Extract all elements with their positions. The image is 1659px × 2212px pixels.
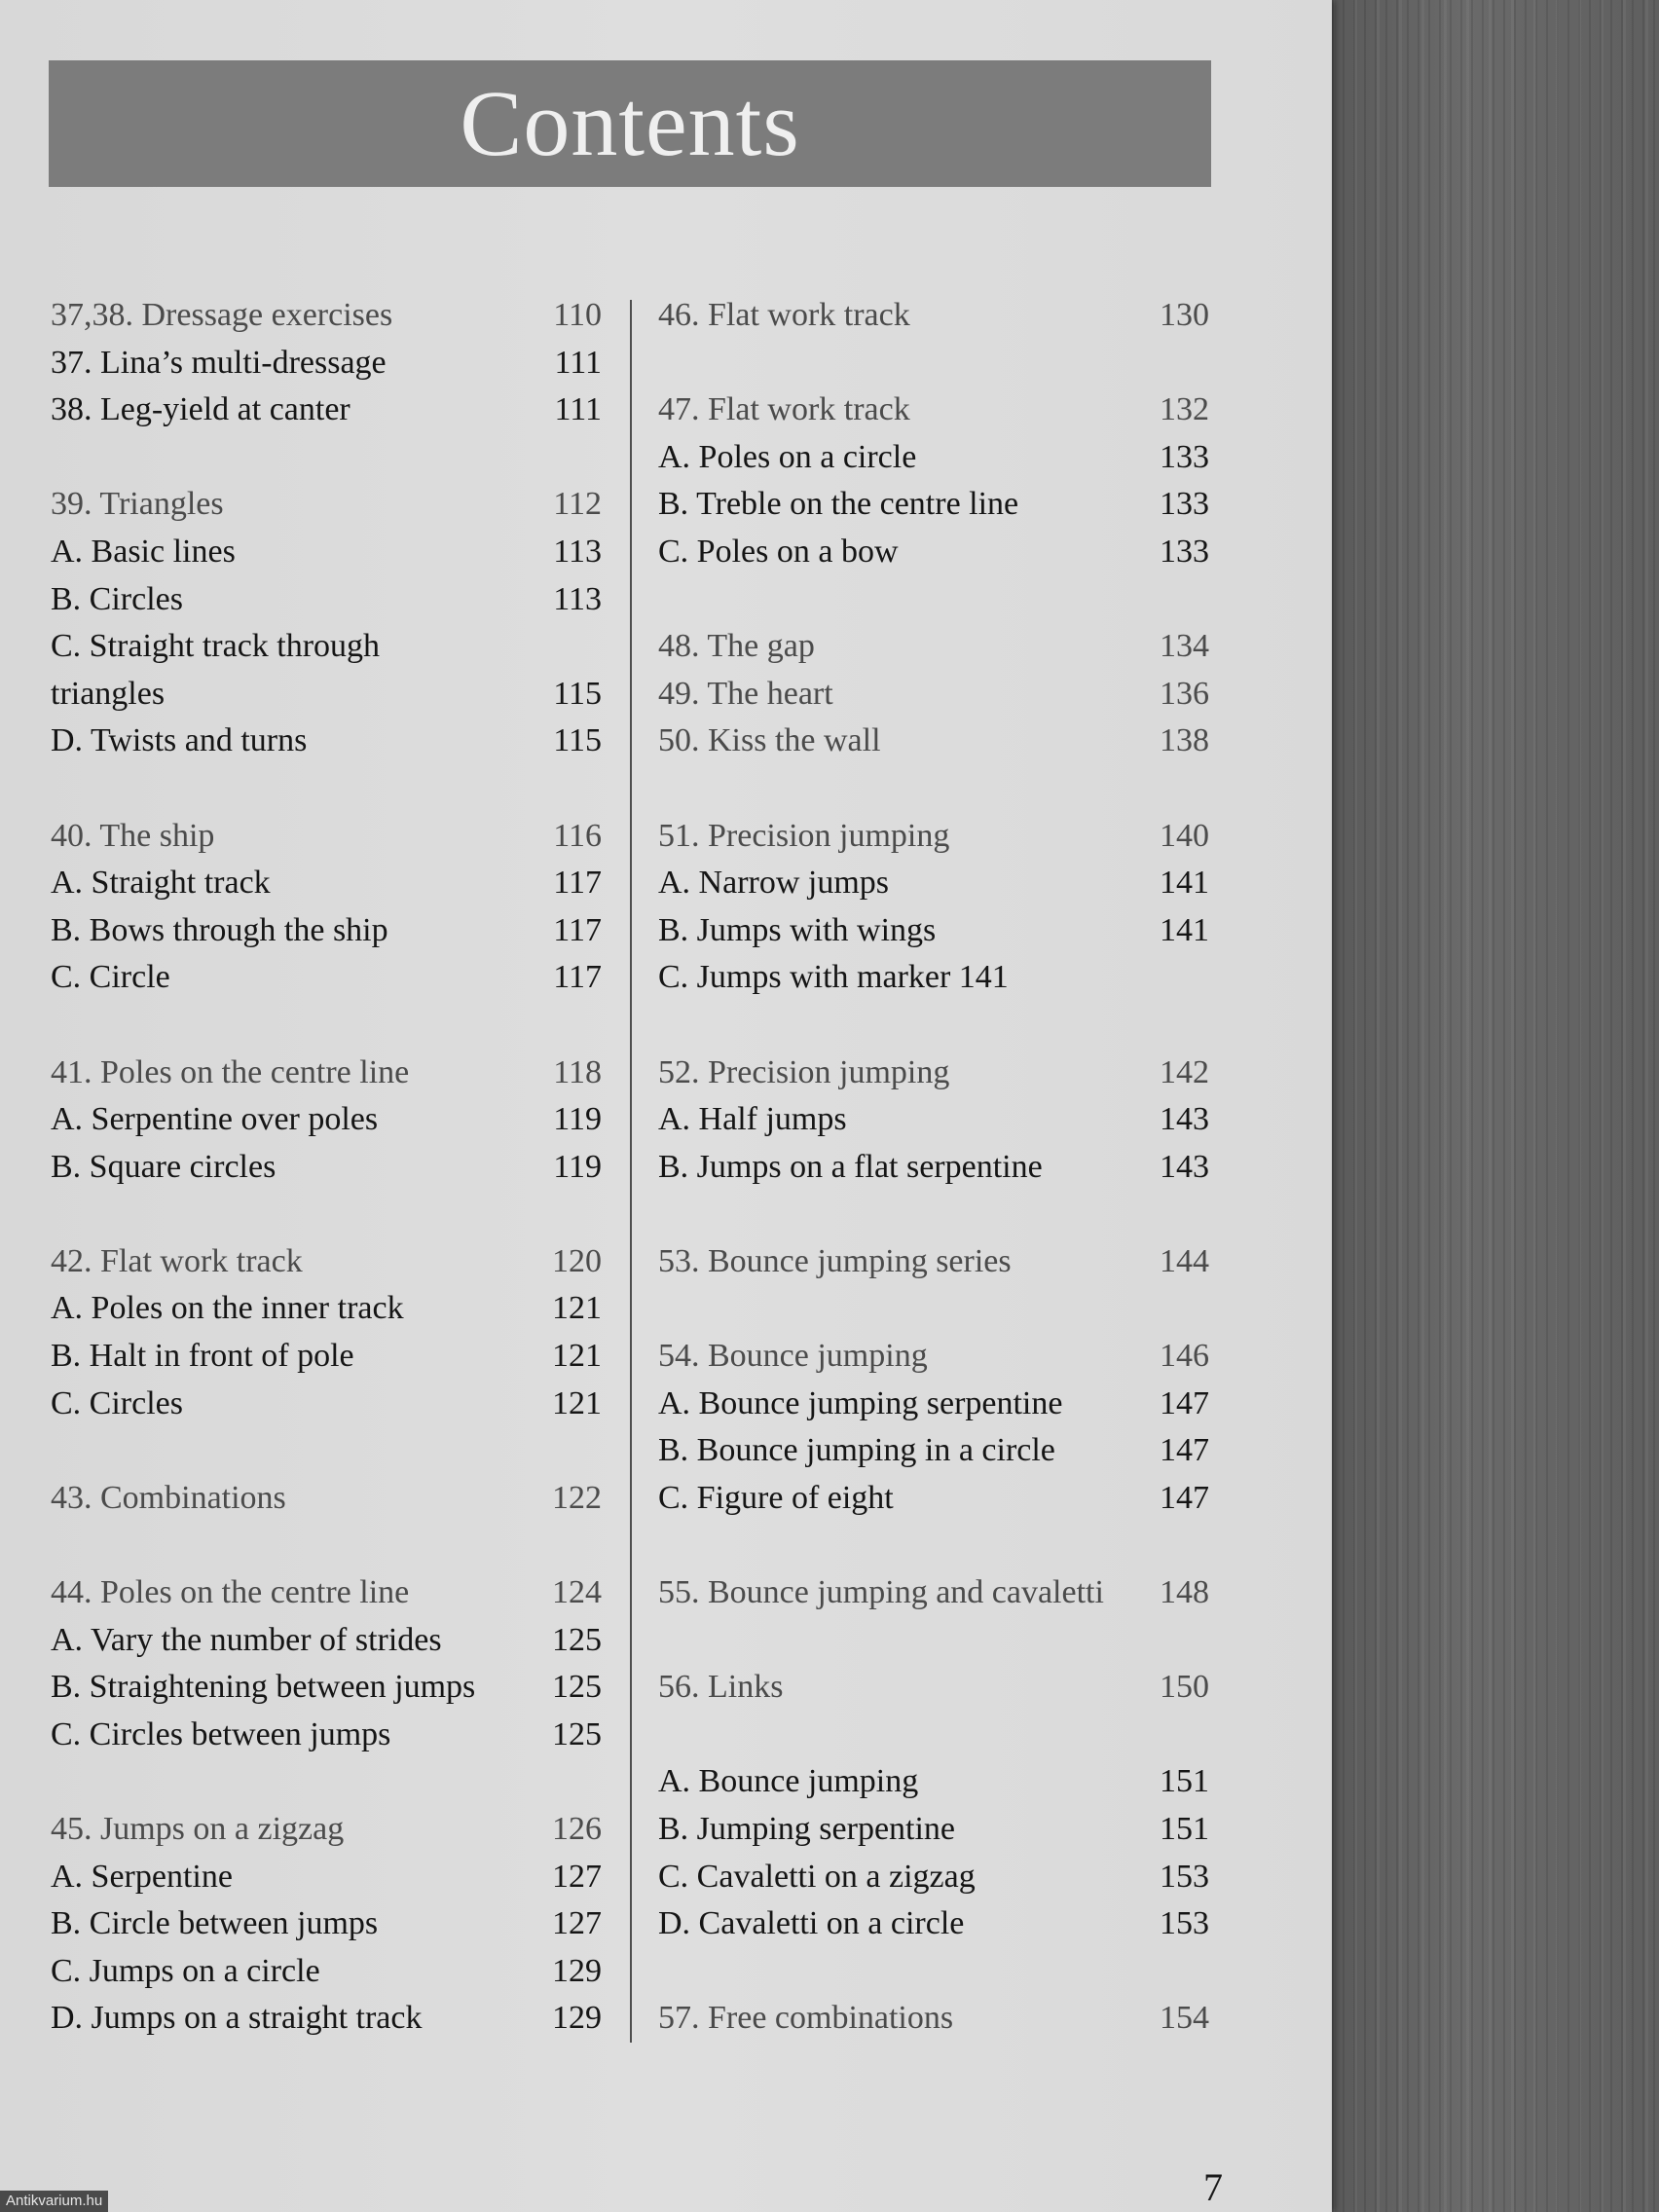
toc-entry-page: 116 [553, 817, 602, 854]
toc-entry-page: 127 [552, 1905, 602, 1942]
toc-entry-label: 57. Free combinations [658, 2000, 954, 2037]
toc-sub-entry [658, 1096, 1209, 1144]
toc-entry-label: B. Jumping serpentine [658, 1811, 956, 1847]
toc-entry-page: 121 [552, 1338, 602, 1375]
toc-sub-entry [658, 529, 1209, 576]
toc-entry-label: B. Square circles [51, 1148, 276, 1185]
toc-entry-page: 148 [1160, 1574, 1209, 1611]
toc-sub-entry [658, 1900, 1209, 1948]
toc-entry-label: 47. Flat work track [658, 391, 910, 428]
toc-chapter-entry [51, 292, 602, 340]
toc-entry-label: D. Twists and turns [51, 722, 308, 759]
toc-entry-label: C. Circle [51, 959, 170, 996]
toc-entry-label: C. Jumps with marker 141 [658, 959, 1009, 996]
toc-chapter-entry [658, 1995, 1209, 2043]
toc-entry-page: 133 [1160, 486, 1209, 523]
toc-entry-page: 147 [1160, 1384, 1209, 1421]
toc-entry-page: 115 [553, 722, 602, 759]
toc-entry-label: 41. Poles on the centre line [51, 1053, 410, 1090]
toc-entry-page: 113 [553, 533, 602, 570]
toc-entry-label: A. Bounce jumping [658, 1763, 919, 1800]
toc-sub-entry [658, 1144, 1209, 1192]
toc-sub-entry [51, 954, 602, 1002]
toc-sub-entry [51, 1900, 602, 1948]
toc-entry-label: A. Bounce jumping serpentine [658, 1384, 1063, 1421]
toc-chapter-entry [51, 1475, 602, 1523]
toc-entry-label: 45. Jumps on a zigzag [51, 1811, 345, 1847]
toc-sub-entry [51, 718, 602, 765]
toc-chapter-entry [658, 671, 1209, 719]
toc-chapter-entry [51, 1050, 602, 1097]
toc-sub-entry [51, 860, 602, 907]
toc-entry-page: 151 [1160, 1811, 1209, 1847]
toc-entry-label: 38. Leg-yield at canter [51, 391, 350, 428]
toc-entry-label: triangles [51, 675, 166, 712]
toc-entry-label: A. Half jumps [658, 1101, 847, 1138]
toc-sub-entry [51, 671, 602, 719]
toc-sub-entry [658, 1381, 1209, 1428]
toc-sub-entry [658, 1854, 1209, 1901]
toc-sub-entry [658, 481, 1209, 529]
toc-chapter-entry [51, 481, 602, 529]
toc-entry-page: 140 [1160, 817, 1209, 854]
toc-entry-page: 125 [552, 1715, 602, 1752]
toc-entry-label: 54. Bounce jumping [658, 1338, 928, 1375]
toc-chapter-entry [658, 1664, 1209, 1712]
toc-sub-entry [51, 1144, 602, 1192]
toc-entry-page: 112 [553, 486, 602, 523]
toc-entry-page: 121 [552, 1290, 602, 1327]
toc-chapter-entry [51, 813, 602, 861]
toc-chapter-entry [51, 1806, 602, 1854]
toc-sub-entry [51, 1948, 602, 1996]
toc-entry-page: 130 [1160, 297, 1209, 333]
toc-sub-entry [51, 623, 602, 671]
column-divider [630, 300, 632, 2043]
toc-sub-entry [51, 1995, 602, 2043]
toc-entry-page: 121 [552, 1384, 602, 1421]
toc-sub-entry [51, 1712, 602, 1759]
toc-entry-page: 147 [1160, 1479, 1209, 1516]
toc-entry-label: 42. Flat work track [51, 1242, 303, 1279]
toc-entry-page: 118 [553, 1053, 602, 1090]
toc-sub-entry [51, 1333, 602, 1381]
toc-entry-page: 110 [553, 297, 602, 333]
toc-entry-page: 124 [552, 1574, 602, 1611]
toc-entry-page: 136 [1160, 675, 1209, 712]
toc-entry-page: 125 [552, 1669, 602, 1706]
toc-entry-page: 138 [1160, 722, 1209, 759]
toc-entry-label: A. Poles on the inner track [51, 1290, 404, 1327]
toc-entry-page: 120 [552, 1242, 602, 1279]
toc-entry-page: 111 [554, 391, 602, 428]
toc-entry-page: 117 [553, 959, 602, 996]
toc-entry-page: 133 [1160, 438, 1209, 475]
toc-entry-label: 43. Combinations [51, 1479, 286, 1516]
toc-entry-label: A. Straight track [51, 865, 271, 902]
toc-sub-entry [51, 1096, 602, 1144]
toc-entry-label: C. Figure of eight [658, 1479, 894, 1516]
toc-chapter-entry [51, 1238, 602, 1286]
toc-entry-label: 39. Triangles [51, 486, 224, 523]
toc-entry-label: 52. Precision jumping [658, 1053, 950, 1090]
toc-entry-page: 142 [1160, 1053, 1209, 1090]
toc-entry-page: 151 [1160, 1763, 1209, 1800]
toc-chapter-entry [658, 387, 1209, 434]
toc-entry-label: A. Narrow jumps [658, 865, 890, 902]
toc-entry-page: 122 [552, 1479, 602, 1516]
toc-sub-entry [51, 1381, 602, 1428]
toc-sub-entry [51, 529, 602, 576]
toc-entry-page: 134 [1160, 628, 1209, 665]
toc-entry-page: 147 [1160, 1432, 1209, 1469]
toc-sub-entry [658, 954, 1209, 1002]
toc-entry-page: 150 [1160, 1669, 1209, 1706]
toc-entry-page: 113 [553, 580, 602, 617]
toc-sub-entry [51, 1664, 602, 1712]
toc-entry-label: 40. The ship [51, 817, 215, 854]
toc-entry-label: C. Straight track through [51, 628, 381, 665]
toc-entry-label: C. Cavaletti on a zigzag [658, 1858, 976, 1895]
toc-entry-label: D. Cavaletti on a circle [658, 1905, 965, 1942]
toc-entry-label: 53. Bounce jumping series [658, 1242, 1012, 1279]
toc-entry-label: 49. The heart [658, 675, 833, 712]
toc-entry-label: C. Poles on a bow [658, 533, 899, 570]
toc-entry-page: 141 [1160, 911, 1209, 948]
toc-entry-label: B. Jumps with wings [658, 911, 937, 948]
toc-entry-page: 143 [1160, 1101, 1209, 1138]
toc-entry-label: C. Jumps on a circle [51, 1952, 320, 1989]
toc-sub-entry [51, 1854, 602, 1901]
toc-entry-label: B. Treble on the centre line [658, 486, 1019, 523]
toc-entry-page: 133 [1160, 533, 1209, 570]
toc-chapter-entry [658, 813, 1209, 861]
toc-entry-label: A. Poles on a circle [658, 438, 917, 475]
toc-entry-label: 37. Lina’s multi-dressage [51, 344, 387, 381]
toc-sub-entry [658, 1427, 1209, 1475]
toc-entry-label: A. Serpentine [51, 1858, 233, 1895]
toc-entry-page: 125 [552, 1621, 602, 1658]
toc-entry-label: B. Bows through the ship [51, 911, 388, 948]
toc-entry-label: B. Circle between jumps [51, 1905, 379, 1942]
toc-sub-entry [51, 1285, 602, 1333]
toc-chapter-entry [51, 1569, 602, 1617]
toc-entry-page: 117 [553, 911, 602, 948]
toc-entry-label: B. Bounce jumping in a circle [658, 1432, 1055, 1469]
toc-entry-label: D. Jumps on a straight track [51, 2000, 423, 2037]
toc-sub-entry [658, 1475, 1209, 1523]
toc-entry-page: 153 [1160, 1905, 1209, 1942]
toc-sub-entry [658, 434, 1209, 482]
toc-entry-page: 115 [553, 675, 602, 712]
toc-entry-label: 48. The gap [658, 628, 815, 665]
toc-entry-page: 144 [1160, 1242, 1209, 1279]
toc-sub-entry [51, 907, 602, 955]
toc-chapter-entry [658, 1569, 1209, 1617]
toc-sub-entry [658, 1758, 1209, 1806]
toc-left-column [51, 292, 602, 2043]
toc-entry-label: C. Circles between jumps [51, 1715, 391, 1752]
toc-entry-label: C. Circles [51, 1384, 183, 1421]
toc-sub-entry [658, 907, 1209, 955]
toc-entry-page: 119 [553, 1148, 602, 1185]
page-number: 7 [1203, 2165, 1223, 2209]
page-title: Contents [460, 71, 800, 175]
toc-entry-label: B. Halt in front of pole [51, 1338, 354, 1375]
toc-chapter-entry [658, 1238, 1209, 1286]
toc-chapter-entry [658, 1050, 1209, 1097]
toc-entry-page: 127 [552, 1858, 602, 1895]
toc-sub-entry [51, 387, 602, 434]
toc-chapter-entry [658, 623, 1209, 671]
toc-right-column [658, 292, 1209, 2043]
toc-chapter-entry [658, 718, 1209, 765]
toc-entry-page: 143 [1160, 1148, 1209, 1185]
toc-entry-label: 51. Precision jumping [658, 817, 950, 854]
toc-entry-page: 117 [553, 865, 602, 902]
toc-entry-page: 111 [554, 344, 602, 381]
toc-entry-page: 119 [553, 1101, 602, 1138]
toc-entry-page: 126 [552, 1811, 602, 1847]
toc-entry-label: 55. Bounce jumping and cavaletti [658, 1574, 1104, 1611]
toc-entry-page: 153 [1160, 1858, 1209, 1895]
toc-sub-entry [51, 1617, 602, 1665]
toc-entry-label: 50. Kiss the wall [658, 722, 881, 759]
toc-entry-label: 46. Flat work track [658, 297, 910, 333]
toc-entry-page: 129 [552, 1952, 602, 1989]
toc-entry-label: 56. Links [658, 1669, 784, 1706]
toc-entry-label: 37,38. Dressage exercises [51, 297, 393, 333]
toc-sub-entry [51, 576, 602, 624]
toc-entry-page: 146 [1160, 1338, 1209, 1375]
toc-chapter-entry [658, 292, 1209, 340]
contents-banner [49, 60, 1211, 187]
toc-entry-page: 154 [1160, 2000, 1209, 2037]
toc-entry-page: 141 [1160, 865, 1209, 902]
toc-entry-label: B. Jumps on a flat serpentine [658, 1148, 1043, 1185]
watermark: Antikvarium.hu [0, 2191, 108, 2212]
toc-sub-entry [51, 340, 602, 387]
toc-chapter-entry [658, 1333, 1209, 1381]
toc-entry-label: B. Circles [51, 580, 183, 617]
toc-entry-page: 129 [552, 2000, 602, 2037]
toc-entry-label: 44. Poles on the centre line [51, 1574, 410, 1611]
toc-entry-label: B. Straightening between jumps [51, 1669, 476, 1706]
toc-entry-label: A. Basic lines [51, 533, 236, 570]
toc-sub-entry [658, 860, 1209, 907]
toc-entry-label: A. Vary the number of strides [51, 1621, 442, 1658]
toc-sub-entry [658, 1806, 1209, 1854]
toc-entry-label: A. Serpentine over poles [51, 1101, 379, 1138]
wooden-surface [1332, 0, 1659, 2212]
toc-entry-page: 132 [1160, 391, 1209, 428]
